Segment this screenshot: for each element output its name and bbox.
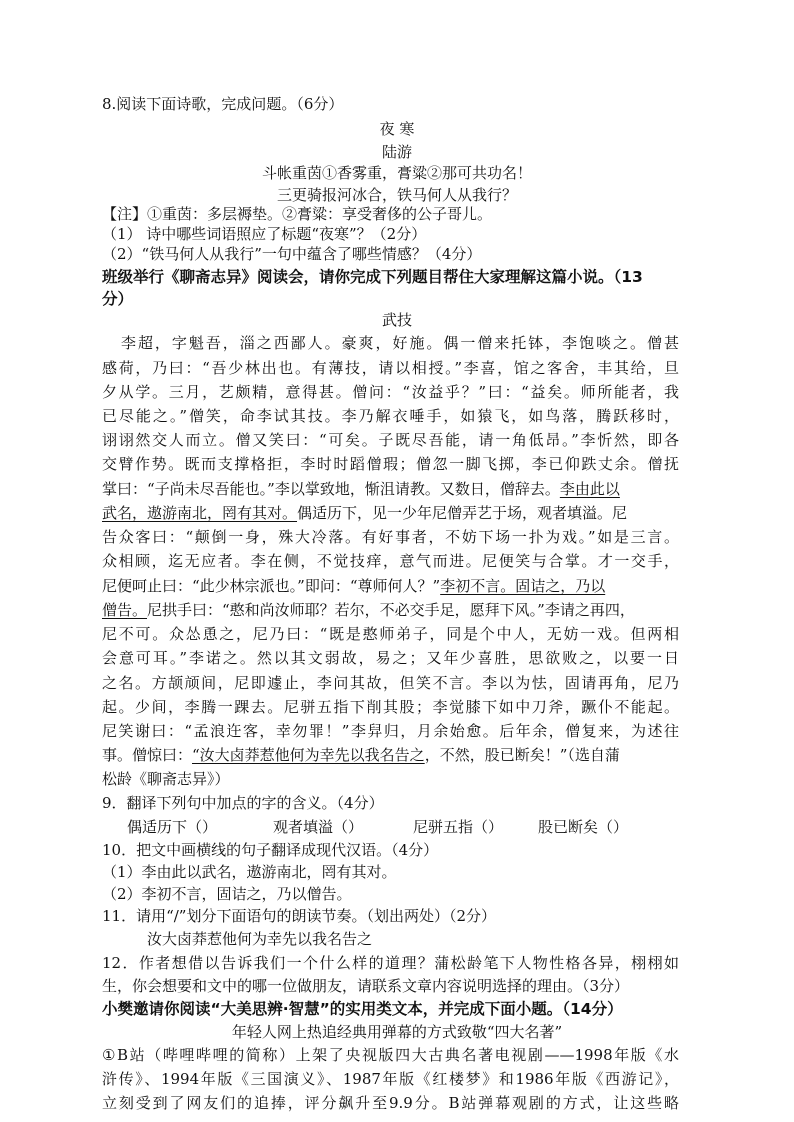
- story-line-8-text: 偶适历下，见一少年尼僧弄艺于场，观者填溢。尼: [297, 504, 628, 522]
- poem-line-2: 三更骑报河冰合，铁马何人从我行？: [276, 186, 517, 204]
- q8-sub-2: （2）“铁马何人从我行”一句中蕴含了哪些情感？（4分）: [102, 245, 482, 263]
- poem-line-1: 斗帐重茵①香雾重，膏粱②那可共功名！: [261, 164, 532, 182]
- story-line-18: [102, 745, 620, 765]
- practical-line-2: 浒传》、1994年版《三国演义》、1987年版《红楼梦》和1986年版《西游记》，: [102, 1070, 679, 1088]
- story-line-18-rest: ，不然，股已断矣！”（选自蒲: [424, 746, 620, 764]
- reading-intro-line-1: 班级举行《聊斋志异》阅读会，请你完成下列题目帮住大家理解这篇小说。（13: [102, 268, 643, 286]
- q9-item-3: 尼骈五指（）: [413, 818, 504, 836]
- q10-heading: 10．把文中画横线的句子翻译成现代汉语。（4分）: [102, 841, 439, 859]
- poem-note: 【注】①重茵：多层褥垫。②膏粱：享受奢侈的公子哥儿。: [102, 205, 493, 223]
- story-title: 武技: [381, 311, 412, 329]
- underlined-sentence-1b: 武名，遨游南北，罔有其对。: [102, 504, 298, 522]
- story-line-12: [102, 600, 635, 620]
- reading-intro-line-2: 分）: [102, 290, 134, 308]
- story-line: 夕从学。三月，艺颇精，意得甚。僧问：“汝益乎？”曰：“益矣。师所能者，我: [102, 383, 679, 401]
- story-line-18-text: 事。僧惊曰：: [102, 746, 193, 764]
- story-source: 松龄《聊斋志异》）: [102, 770, 230, 788]
- q9-item-4: 股已断矣（）: [538, 818, 629, 836]
- underlined-sentence-3: “汝大卤莽惹他何为幸先以我名告之: [192, 746, 425, 764]
- story-line-11-text: 尼便呵止曰：“此少林宗派也。”即问：“尊师何人？”: [102, 577, 441, 595]
- underlined-sentence-2b: 僧告。: [102, 601, 148, 619]
- q11-text: 汝大卤莽惹他何为幸先以我名告之: [147, 930, 373, 948]
- q10-item-1: （1）李由此以武名，遨游南北，罔有其对。: [102, 863, 397, 881]
- q10-item-2: （2）李初不言，固诘之，乃以僧告。: [102, 885, 352, 903]
- q9-item-1: 偶适历下（）: [127, 818, 218, 836]
- story-line-7-text: 掌曰：“子尚未尽吾能也。”李以掌致地，惭沮请教。又数日，僧辞去。: [102, 480, 560, 498]
- practical-title: 年轻人网上热追经典用弹幕的方式致敬“四大名著”: [231, 1023, 563, 1041]
- story-line-8: [102, 503, 627, 523]
- q8-heading: 8.阅读下面诗歌，完成问题。（6分）: [102, 95, 344, 113]
- story-line: 会意可耳。”李诺之。然以其文弱故，易之；又年少喜胜，思欲败之，以要一日: [102, 649, 679, 667]
- story-line: 尼不可。众怂恿之，尼乃曰：“既是憨师弟子，同是个中人，无妨一戏。但两相: [102, 625, 679, 643]
- q9-item-2: 观者填溢（）: [273, 818, 364, 836]
- story-line: 尼笑谢曰：“孟浪迕客，幸勿罪！”李舁归，月余始愈。后年余，僧复来，为述往: [102, 722, 679, 740]
- q8-sub-1: （1） 诗中哪些词语照应了标题“夜寒”？（2分）: [102, 225, 427, 243]
- q12-line-2: 生，你会想要和文中的哪一位做朋友，请联系文章内容说明选择的理由。（3分）: [102, 977, 630, 995]
- practical-line-1: ①B站（哔哩哔哩的简称）上架了央视版四大古典名著电视剧——1998年版《水: [102, 1046, 679, 1064]
- story-line: 诩诩然交人而立。僧又笑曰：“可矣。子既尽吾能，请一角低昂。”李忻然，即各: [102, 431, 679, 449]
- story-line: 众相顾，迄无应者。李在侧，不觉技痒，意气而进。尼便笑与合掌。才一交手，: [102, 552, 679, 570]
- story-line-12-text: 尼拱手曰：“憨和尚汝师耶？若尔，不必交手足，愿拜下风。”李请之再四，: [147, 601, 635, 619]
- q9-heading: 9．翻译下列句中加点的字的含义。（4分）: [102, 794, 384, 812]
- poem-author: 陆游: [381, 143, 412, 161]
- practical-line-3: 立刻受到了网友们的追捧，评分飙升至9.9分。B站弹幕观剧的方式，让这些略: [102, 1094, 679, 1112]
- story-line: 已尽能之。”僧笑，命李试其技。李乃解衣唾手，如猿飞，如鸟落，腾跃移时，: [102, 407, 679, 425]
- poem-title: 夜 寒: [379, 120, 415, 138]
- story-line: 李超，字魁吾，淄之西鄙人。豪爽，好施。偶一僧来托钵，李饱啖之。僧甚: [121, 334, 679, 352]
- story-line: 起。少间，李腾一踝去。尼骈五指下削其股；李觉膝下如中刀斧，蹶仆不能起。: [102, 698, 679, 716]
- q12-line-1: 12．作者想借以告诉我们一个什么样的道理？蒲松龄笔下人物性格各异，栩栩如: [102, 954, 679, 972]
- underlined-sentence-1a: 李由此以: [559, 480, 620, 498]
- story-line: 之名。方颉颃间，尼即遽止，李问其故，但笑不言。李以为怯，固请再角，尼乃: [102, 674, 679, 692]
- story-line: 告众客曰：“颠倒一身，殊大冷落。有好事者，不妨下场一扑为戏。”如是三言。: [102, 528, 679, 546]
- story-line-7: [102, 479, 620, 499]
- story-line: 交臂作势。既而支撑格拒，李时时蹈僧瑕；僧忽一脚飞掷，李已仰跌丈余。僧抚: [102, 455, 679, 473]
- q11-heading: 11．请用“/”划分下面语句的朗读节奏。（划出两处）（2分）: [102, 907, 497, 925]
- practical-intro: 小樊邀请你阅读“大美思辨·智慧”的实用类文本，并完成下面小题。（14分）: [102, 1000, 623, 1018]
- story-line: 感荷，乃曰：“吾少林出也。有薄技，请以相授。”李喜，馆之客舍，丰其给，旦: [102, 359, 679, 377]
- underlined-sentence-2a: 李初不言。固诘之，乃以: [440, 577, 606, 595]
- story-line-11: [102, 576, 605, 596]
